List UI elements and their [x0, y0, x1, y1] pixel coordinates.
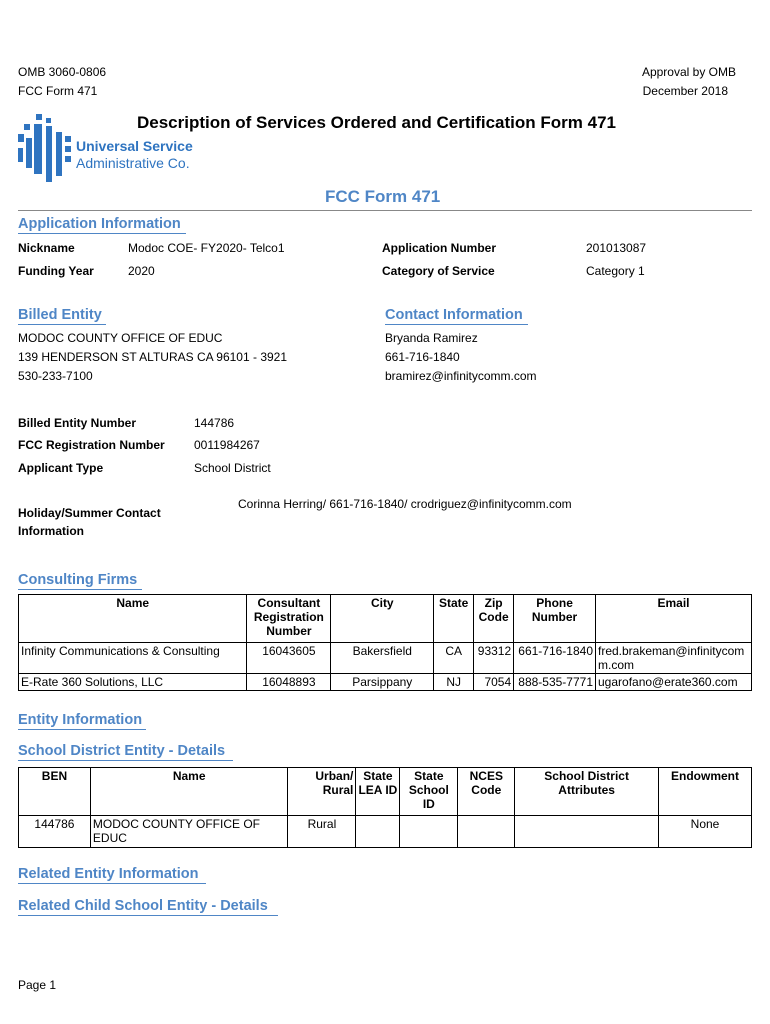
- form-number: FCC Form 471: [18, 84, 98, 98]
- cell-state: NJ: [434, 674, 474, 691]
- application-number-label: Application Number: [382, 241, 497, 255]
- col-endowment: Endowment: [659, 768, 752, 816]
- col-name: Name: [90, 768, 288, 816]
- cell-nces-code: [458, 816, 515, 848]
- cell-city: Bakersfield: [331, 643, 434, 674]
- heading-divider: [18, 210, 752, 211]
- contact-info-heading: Contact Information: [385, 307, 523, 323]
- col-school-district-attributes: School District Attributes: [515, 768, 659, 816]
- fcc-registration-label: FCC Registration Number: [18, 438, 165, 452]
- ben-label: Billed Entity Number: [18, 416, 137, 430]
- col-urban-rural: Urban/ Rural: [288, 768, 356, 816]
- cell-state-lea-id: [356, 816, 400, 848]
- page-number: Page 1: [18, 978, 57, 992]
- holiday-contact-value: Corinna Herring/ 661-716-1840/ crodriguez@infinitycomm.com: [238, 497, 572, 511]
- related-entity-heading: Related Entity Information: [18, 866, 199, 882]
- table-row: [19, 816, 752, 848]
- cell-email[interactable]: fred.brakeman@infinitycomm.com: [596, 643, 752, 674]
- form-title: Description of Services Ordered and Certification Form 471: [137, 113, 616, 132]
- consulting-firms-table: [18, 594, 752, 691]
- contact-name: Bryanda Ramirez: [385, 331, 478, 345]
- school-district-table: [18, 767, 752, 848]
- heading-underline: [385, 324, 528, 325]
- cell-state: CA: [434, 643, 474, 674]
- cell-zip: 7054: [474, 674, 514, 691]
- col-ben: BEN: [19, 768, 91, 816]
- cell-endowment: None: [659, 816, 752, 848]
- col-state-school-id: State School ID: [400, 768, 458, 816]
- cell-phone: 661-716-1840: [514, 643, 596, 674]
- col-name: Name: [19, 595, 247, 643]
- cell-name: Infinity Communications & Consulting: [19, 643, 247, 674]
- billed-entity-heading: Billed Entity: [18, 307, 102, 323]
- heading-underline: [18, 324, 106, 325]
- cell-registration: 16043605: [247, 643, 331, 674]
- heading-underline: [18, 915, 278, 916]
- nickname-value: Modoc COE- FY2020- Telco1: [128, 241, 285, 255]
- cell-phone: 888-535-7771: [514, 674, 596, 691]
- entity-info-heading: Entity Information: [18, 712, 143, 728]
- cell-name: E-Rate 360 Solutions, LLC: [19, 674, 247, 691]
- application-info-heading: Application Information: [18, 216, 181, 232]
- applicant-type-value: School District: [194, 461, 271, 475]
- cell-urban-rural: Rural: [288, 816, 356, 848]
- col-city: City: [331, 595, 434, 643]
- contact-phone: 661-716-1840: [385, 350, 460, 364]
- logo-line-2: Administrative Co.: [76, 155, 190, 171]
- table-row: [19, 674, 752, 691]
- applicant-type-label: Applicant Type: [18, 461, 104, 475]
- heading-underline: [18, 589, 142, 590]
- consulting-firms-heading: Consulting Firms: [18, 572, 138, 588]
- col-consultant-registration: Consultant Registration Number: [247, 595, 331, 643]
- category-value: Category 1: [586, 264, 645, 278]
- billed-entity-address: 139 HENDERSON ST ALTURAS CA 96101 - 3921: [18, 350, 288, 364]
- approval-date: December 2018: [642, 84, 728, 98]
- col-email: Email: [596, 595, 752, 643]
- col-phone: Phone Number: [514, 595, 596, 643]
- category-label: Category of Service: [382, 264, 495, 278]
- cell-ben: 144786: [19, 816, 91, 848]
- table-header-row: [19, 595, 752, 643]
- form-heading: FCC Form 471: [325, 187, 441, 206]
- heading-underline: [18, 729, 146, 730]
- ben-value: 144786: [194, 416, 235, 430]
- omb-number: OMB 3060-0806: [18, 65, 107, 79]
- cell-city: Parsippany: [331, 674, 434, 691]
- heading-underline: [18, 883, 206, 884]
- col-zip: Zip Code: [474, 595, 514, 643]
- approval-text: Approval by OMB: [641, 65, 736, 79]
- contact-email[interactable]: bramirez@infinitycomm.com: [385, 369, 537, 383]
- billed-entity-phone: 530-233-7100: [18, 369, 93, 383]
- col-state-lea-id: State LEA ID: [356, 768, 400, 816]
- funding-year-label: Funding Year: [18, 264, 94, 278]
- cell-registration: 16048893: [247, 674, 331, 691]
- logo-line-1: Universal Service: [76, 138, 193, 154]
- related-child-details-heading: Related Child School Entity - Details: [18, 898, 268, 914]
- cell-name: MODOC COUNTY OFFICE OF EDUC: [90, 816, 288, 848]
- application-number-value: 201013087: [586, 241, 647, 255]
- funding-year-value: 2020: [128, 264, 155, 278]
- heading-underline: [18, 760, 233, 761]
- cell-zip: 93312: [474, 643, 514, 674]
- cell-email[interactable]: ugarofano@erate360.com: [596, 674, 752, 691]
- school-district-details-heading: School District Entity - Details: [18, 743, 226, 759]
- cell-state-school-id: [400, 816, 458, 848]
- table-header-row: [19, 768, 752, 816]
- table-row: [19, 643, 752, 674]
- heading-underline: [18, 233, 186, 234]
- col-nces-code: NCES Code: [458, 768, 515, 816]
- billed-entity-name: MODOC COUNTY OFFICE OF EDUC: [18, 331, 223, 345]
- col-state: State: [434, 595, 474, 643]
- cell-attributes: [515, 816, 659, 848]
- holiday-contact-label-2: Information: [18, 524, 84, 538]
- fcc-registration-value: 0011984267: [194, 438, 260, 452]
- holiday-contact-label-1: Holiday/Summer Contact: [18, 506, 161, 520]
- nickname-label: Nickname: [18, 241, 75, 255]
